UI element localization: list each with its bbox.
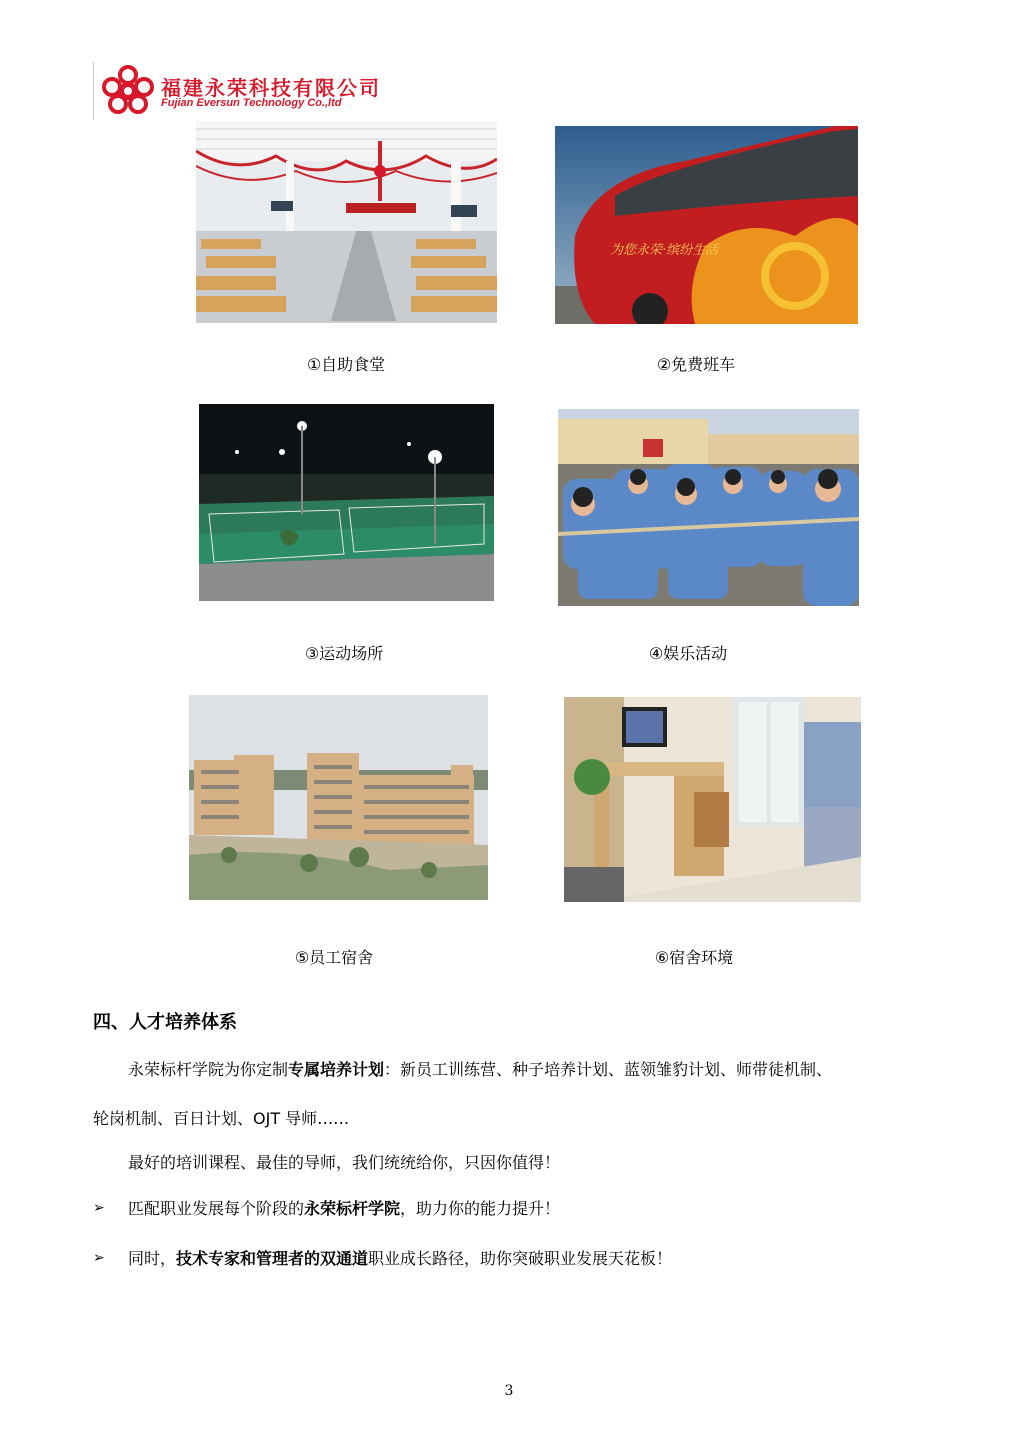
caption-bus: ②免费班车: [656, 355, 736, 374]
caption-dorm-room: ⑥宿舍环境: [654, 948, 734, 967]
paragraph-emphasis: 专属培养计划: [288, 1060, 385, 1079]
paragraph-best-training: 最好的培训课程、最佳的导师，我们统统给你，只因你值得！: [128, 1153, 561, 1172]
company-logo: [93, 58, 453, 120]
staff-dormitory-photo: [189, 695, 488, 900]
company-name-en: Fujian Eversun Technology Co.,ltd: [161, 97, 342, 109]
bullet-text: ，助力你的能力提升！: [400, 1199, 561, 1218]
sports-field-photo: [199, 404, 494, 601]
section-title: 四、人才培养体系: [93, 1012, 237, 1033]
eversun-logo-icon: [101, 64, 155, 114]
shuttle-bus-photo: [555, 126, 858, 324]
caption-sports: ③运动场所: [304, 644, 384, 663]
caption-cafeteria: ①自助食堂: [306, 355, 386, 374]
bullet-arrow-icon: ➢: [93, 1200, 105, 1216]
bullet-text: 同时，: [128, 1249, 177, 1268]
recreation-activity-photo: [558, 409, 859, 606]
bus-slogan: 为您永荣·缤纷生活: [610, 243, 719, 258]
page-number: 3: [504, 1383, 514, 1399]
paragraph-training-plans-cont: 轮岗机制、百日计划、OJT 导师……: [93, 1109, 350, 1128]
bullet-text: 匹配职业发展每个阶段的: [128, 1199, 305, 1218]
dorm-room-photo: [564, 697, 861, 902]
company-name-cn: 福建永荣科技有限公司: [161, 76, 381, 100]
caption-recreation: ④娱乐活动: [648, 644, 728, 663]
bullet-emphasis: 永荣标杆学院: [304, 1199, 401, 1218]
cafeteria-photo: [196, 121, 497, 323]
paragraph-training-plans: [128, 1059, 832, 1081]
paragraph-text: 永荣标杆学院为你定制: [128, 1060, 289, 1079]
caption-dormitory: ⑤员工宿舍: [294, 948, 374, 967]
bullet-text: 职业成长路径，助你突破职业发展天花板！: [368, 1249, 673, 1268]
bullet-dual-track: [128, 1248, 672, 1270]
paragraph-text: ：新员工训练营、种子培养计划、蓝领雏豹计划、师带徒机制、: [384, 1060, 833, 1079]
bullet-academy: [128, 1198, 560, 1220]
bullet-arrow-icon: ➢: [93, 1250, 105, 1266]
bullet-emphasis: 技术专家和管理者的双通道: [176, 1249, 369, 1268]
logo-divider: [93, 62, 94, 120]
